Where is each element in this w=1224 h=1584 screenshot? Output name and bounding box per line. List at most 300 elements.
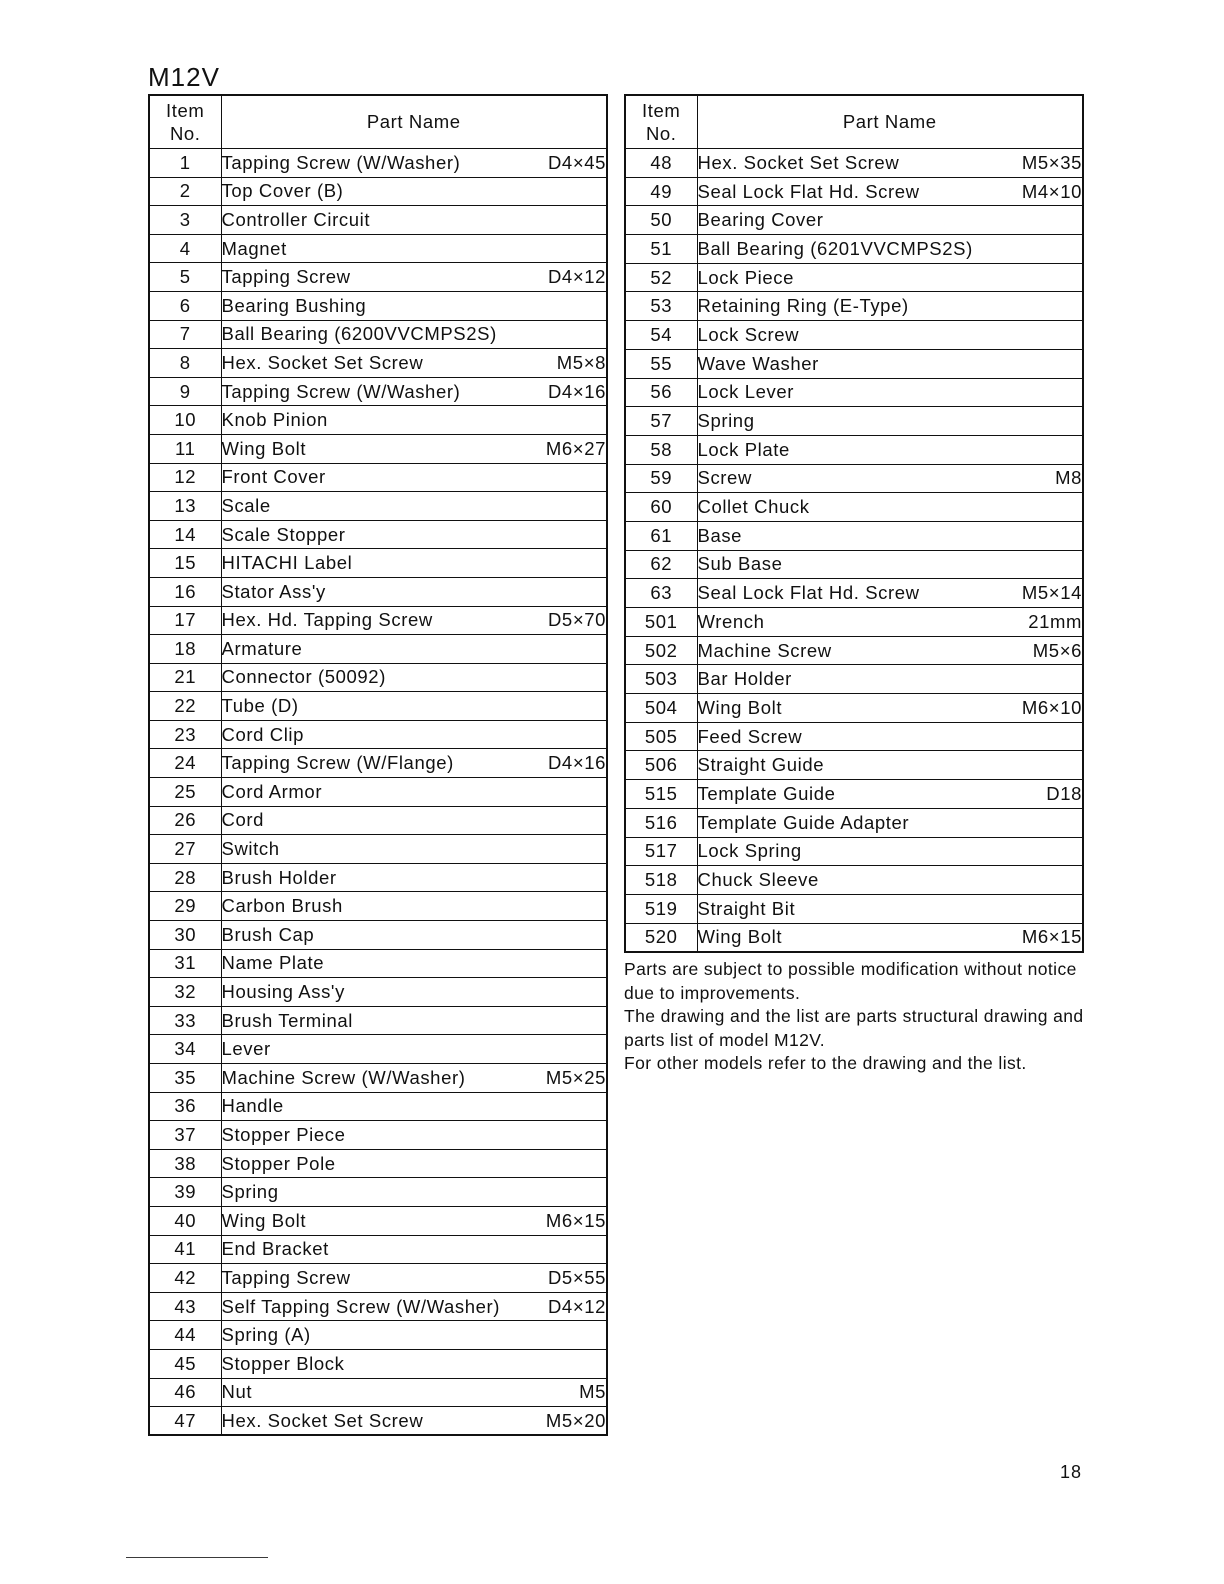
part-name: Seal Lock Flat Hd. Screw (697, 582, 920, 604)
part-name: Retaining Ring (E-Type) (697, 295, 909, 317)
part-size: M6×27 (545, 437, 606, 459)
table-row (625, 235, 1083, 264)
part-name: Hex. Hd. Tapping Screw (221, 609, 433, 631)
item-number: 44 (149, 1321, 221, 1350)
table-row (625, 177, 1083, 206)
part-name-cell (221, 921, 607, 950)
item-number: 55 (625, 349, 697, 378)
part-name: Magnet (221, 237, 287, 259)
part-name: Spring (697, 410, 755, 432)
table-row (625, 206, 1083, 235)
part-name-cell (697, 292, 1083, 321)
table-row (149, 234, 607, 263)
table-row (149, 1349, 607, 1378)
part-name-cell (221, 1064, 607, 1093)
table-row (625, 579, 1083, 608)
item-number: 7 (149, 320, 221, 349)
part-name-cell (697, 751, 1083, 780)
item-header-line2: No. (645, 123, 677, 144)
table-row (625, 694, 1083, 723)
part-size: M8 (1055, 467, 1082, 489)
part-name: Feed Screw (697, 725, 803, 747)
part-name-cell (221, 1121, 607, 1150)
part-name-cell (697, 521, 1083, 550)
part-name: Tapping Screw (W/Washer) (221, 380, 461, 402)
item-number: 506 (625, 751, 697, 780)
part-name: Armature (221, 637, 303, 659)
part-name: Controller Circuit (221, 208, 371, 230)
part-name: Name Plate (221, 952, 325, 974)
item-number: 62 (625, 550, 697, 579)
part-size: D5×70 (547, 609, 606, 631)
item-number: 38 (149, 1149, 221, 1178)
part-name: Scale (221, 494, 271, 516)
item-number: 31 (149, 949, 221, 978)
item-number: 516 (625, 808, 697, 837)
table-header-row (149, 95, 607, 149)
part-name-cell (221, 635, 607, 664)
table-row (149, 434, 607, 463)
part-name-cell (221, 778, 607, 807)
item-number: 56 (625, 378, 697, 407)
part-size: D4×16 (547, 380, 606, 402)
item-number: 17 (149, 606, 221, 635)
part-size: M4×10 (1021, 180, 1082, 202)
item-number: 30 (149, 921, 221, 950)
part-name-cell (221, 978, 607, 1007)
item-number: 520 (625, 923, 697, 952)
table-row (149, 1149, 607, 1178)
table-row (149, 377, 607, 406)
note-modification: Parts are subject to possible modification without notice due to improvements. (624, 959, 1077, 1003)
item-number: 502 (625, 636, 697, 665)
table-row (149, 177, 607, 206)
part-name: Carbon Brush (221, 895, 343, 917)
table-row (149, 892, 607, 921)
item-no-header (625, 95, 697, 149)
item-number: 49 (625, 177, 697, 206)
part-name: Stopper Piece (221, 1123, 346, 1145)
part-name-cell (221, 663, 607, 692)
table-row (149, 949, 607, 978)
part-name-cell (221, 863, 607, 892)
part-name-cell (697, 780, 1083, 809)
item-number: 48 (625, 149, 697, 178)
part-name: Lever (221, 1038, 271, 1060)
part-name-cell (221, 320, 607, 349)
part-name-cell (221, 892, 607, 921)
item-header-line1: Item (166, 100, 205, 121)
table-row (149, 978, 607, 1007)
part-name: Connector (50092) (221, 666, 386, 688)
part-size: D4×12 (547, 266, 606, 288)
item-number: 519 (625, 894, 697, 923)
item-header-line1: Item (642, 100, 681, 121)
part-name: Bearing Cover (697, 209, 824, 231)
table-row (149, 149, 607, 178)
item-number: 2 (149, 177, 221, 206)
table-row (625, 665, 1083, 694)
table-header-row (625, 95, 1083, 149)
part-size: M5×35 (1021, 151, 1082, 173)
part-name: Tube (D) (221, 695, 299, 717)
part-name: Stopper Pole (221, 1152, 336, 1174)
item-number: 59 (625, 464, 697, 493)
item-number: 54 (625, 321, 697, 350)
part-name: HITACHI Label (221, 552, 353, 574)
part-name-cell (697, 493, 1083, 522)
part-name-cell (697, 263, 1083, 292)
table-row (625, 435, 1083, 464)
table-row (625, 149, 1083, 178)
part-name: Machine Screw (W/Washer) (221, 1066, 466, 1088)
table-row (149, 921, 607, 950)
item-number: 39 (149, 1178, 221, 1207)
item-number: 53 (625, 292, 697, 321)
part-name: Collet Chuck (697, 496, 810, 518)
part-name: Hex. Socket Set Screw (221, 1409, 424, 1431)
part-name: Tapping Screw (221, 1266, 351, 1288)
part-name-cell (697, 206, 1083, 235)
part-size: M6×15 (1021, 926, 1082, 948)
part-size: M5×25 (545, 1066, 606, 1088)
item-number: 23 (149, 720, 221, 749)
bottom-rule (126, 1557, 268, 1558)
part-name-cell (221, 1264, 607, 1293)
table-row (149, 692, 607, 721)
item-number: 13 (149, 492, 221, 521)
part-name-cell (221, 149, 607, 178)
part-name-cell (221, 1149, 607, 1178)
table-row (625, 923, 1083, 952)
part-name-cell (697, 579, 1083, 608)
parts-table-left (148, 94, 608, 1436)
parts-table-left-body (149, 149, 607, 1436)
item-number: 57 (625, 407, 697, 436)
item-number: 9 (149, 377, 221, 406)
part-name: Brush Terminal (221, 1009, 353, 1031)
part-name-cell (697, 923, 1083, 952)
table-row (149, 320, 607, 349)
item-number: 16 (149, 577, 221, 606)
table-row (625, 866, 1083, 895)
item-number: 37 (149, 1121, 221, 1150)
part-size: 21mm (1028, 610, 1082, 632)
item-number: 4 (149, 234, 221, 263)
table-row (149, 749, 607, 778)
table-row (625, 407, 1083, 436)
item-number: 42 (149, 1264, 221, 1293)
item-number: 1 (149, 149, 221, 178)
part-name: Handle (221, 1095, 284, 1117)
part-name: Wing Bolt (697, 696, 783, 718)
part-name-cell (697, 837, 1083, 866)
part-name-cell (221, 291, 607, 320)
part-name: Lock Plate (697, 438, 790, 460)
part-name-cell (221, 692, 607, 721)
part-name: Chuck Sleeve (697, 869, 819, 891)
table-row (625, 321, 1083, 350)
part-name: End Bracket (221, 1238, 329, 1260)
part-name: Brush Cap (221, 923, 315, 945)
part-name: Stator Ass'y (221, 580, 326, 602)
item-number: 6 (149, 291, 221, 320)
item-number: 40 (149, 1206, 221, 1235)
part-name-cell (697, 636, 1083, 665)
part-name-cell (697, 149, 1083, 178)
part-size: M5 (579, 1381, 606, 1403)
part-name-cell (697, 894, 1083, 923)
part-name-cell (221, 806, 607, 835)
item-number: 11 (149, 434, 221, 463)
parts-table-right-body (625, 149, 1083, 952)
part-name-cell (221, 463, 607, 492)
item-number: 22 (149, 692, 221, 721)
part-name: Knob Pinion (221, 409, 328, 431)
item-number: 60 (625, 493, 697, 522)
part-name: Lock Piece (697, 266, 794, 288)
part-name: Lock Spring (697, 840, 802, 862)
item-number: 504 (625, 694, 697, 723)
table-row (149, 1206, 607, 1235)
part-name-cell (221, 949, 607, 978)
table-row (149, 406, 607, 435)
item-number: 29 (149, 892, 221, 921)
part-name: Hex. Socket Set Screw (221, 351, 424, 373)
part-name-cell (221, 1407, 607, 1436)
item-number: 58 (625, 435, 697, 464)
item-no-header (149, 95, 221, 149)
part-name: Bearing Bushing (221, 294, 367, 316)
table-row (149, 1378, 607, 1407)
notes (624, 958, 1094, 1076)
item-number: 517 (625, 837, 697, 866)
item-number: 21 (149, 663, 221, 692)
item-number: 36 (149, 1092, 221, 1121)
part-name-cell (697, 866, 1083, 895)
part-name-cell (697, 321, 1083, 350)
part-name: Wave Washer (697, 352, 819, 374)
part-name-cell (697, 407, 1083, 436)
item-number: 43 (149, 1292, 221, 1321)
part-name: Top Cover (B) (221, 180, 344, 202)
part-size: M6×15 (545, 1209, 606, 1231)
table-row (149, 263, 607, 292)
part-name-cell (221, 1035, 607, 1064)
item-number: 47 (149, 1407, 221, 1436)
part-name-cell (221, 1006, 607, 1035)
part-name-cell (221, 1092, 607, 1121)
part-name-cell (221, 492, 607, 521)
part-name: Sub Base (697, 553, 783, 575)
table-row (149, 1407, 607, 1436)
item-header-line2: No. (169, 123, 201, 144)
table-row (625, 837, 1083, 866)
table-row (149, 291, 607, 320)
part-name-cell (697, 665, 1083, 694)
part-size: M6×10 (1021, 696, 1082, 718)
part-name-cell (221, 1349, 607, 1378)
part-name: Wing Bolt (221, 1209, 307, 1231)
part-name: Cord (221, 809, 264, 831)
part-name-cell (697, 235, 1083, 264)
table-row (625, 780, 1083, 809)
item-number: 61 (625, 521, 697, 550)
part-name-cell (221, 177, 607, 206)
item-number: 33 (149, 1006, 221, 1035)
part-name-cell (221, 263, 607, 292)
table-row (625, 378, 1083, 407)
part-name: Switch (221, 838, 280, 860)
item-number: 50 (625, 206, 697, 235)
parts-table-right (624, 94, 1084, 953)
table-row (625, 722, 1083, 751)
table-row (625, 493, 1083, 522)
part-size: M5×20 (545, 1409, 606, 1431)
part-name: Stopper Block (221, 1352, 345, 1374)
table-row (625, 263, 1083, 292)
part-name-header: Part Name (697, 95, 1083, 149)
part-name: Straight Guide (697, 754, 825, 776)
part-name: Screw (697, 467, 752, 489)
part-name-cell (697, 177, 1083, 206)
item-number: 518 (625, 866, 697, 895)
part-name-cell (221, 1321, 607, 1350)
item-number: 26 (149, 806, 221, 835)
item-number: 52 (625, 263, 697, 292)
table-row (625, 550, 1083, 579)
table-row (149, 863, 607, 892)
part-name-cell (221, 234, 607, 263)
part-name-cell (697, 608, 1083, 637)
part-name-cell (221, 749, 607, 778)
table-row (625, 608, 1083, 637)
part-size: M5×8 (556, 351, 606, 373)
part-name-cell (697, 808, 1083, 837)
part-name: Lock Lever (697, 381, 794, 403)
part-name-cell (221, 1292, 607, 1321)
item-number: 501 (625, 608, 697, 637)
part-name: Brush Holder (221, 866, 337, 888)
item-number: 25 (149, 778, 221, 807)
item-number: 503 (625, 665, 697, 694)
table-row (149, 1292, 607, 1321)
table-row (149, 1035, 607, 1064)
part-name-cell (221, 1235, 607, 1264)
part-name: Cord Clip (221, 723, 305, 745)
table-row (149, 1178, 607, 1207)
part-name-cell (221, 720, 607, 749)
item-number: 46 (149, 1378, 221, 1407)
item-number: 45 (149, 1349, 221, 1378)
part-name: Wing Bolt (697, 926, 783, 948)
table-row (625, 894, 1083, 923)
table-row (149, 577, 607, 606)
item-number: 63 (625, 579, 697, 608)
table-row (625, 464, 1083, 493)
item-number: 27 (149, 835, 221, 864)
part-name: Lock Screw (697, 323, 800, 345)
item-number: 32 (149, 978, 221, 1007)
part-name-cell (221, 434, 607, 463)
part-name: Straight Bit (697, 897, 796, 919)
item-number: 24 (149, 749, 221, 778)
part-name: Spring (221, 1181, 279, 1203)
part-name: Tapping Screw (W/Washer) (221, 151, 461, 173)
part-name-cell (697, 694, 1083, 723)
table-row (625, 808, 1083, 837)
part-name-cell (221, 406, 607, 435)
part-name-cell (697, 435, 1083, 464)
part-name: Bar Holder (697, 668, 792, 690)
table-row (625, 521, 1083, 550)
part-size: M5×6 (1032, 639, 1082, 661)
table-row (149, 835, 607, 864)
part-name: Cord Armor (221, 780, 323, 802)
table-row (625, 636, 1083, 665)
table-row (149, 663, 607, 692)
part-name-cell (221, 206, 607, 235)
part-name-cell (221, 606, 607, 635)
part-name: Tapping Screw (W/Flange) (221, 752, 454, 774)
part-size: M5×14 (1021, 582, 1082, 604)
part-name-cell (221, 835, 607, 864)
part-name-cell (221, 577, 607, 606)
part-name-cell (697, 378, 1083, 407)
part-size: D4×12 (547, 1295, 606, 1317)
table-row (149, 349, 607, 378)
table-row (149, 1235, 607, 1264)
note-other-models: For other models refer to the drawing and the list. (624, 1053, 1027, 1073)
item-number: 15 (149, 549, 221, 578)
item-number: 10 (149, 406, 221, 435)
table-row (149, 1064, 607, 1093)
table-row (149, 492, 607, 521)
part-name: Spring (A) (221, 1324, 311, 1346)
table-row (625, 349, 1083, 378)
part-name-cell (697, 349, 1083, 378)
part-name: Hex. Socket Set Screw (697, 151, 900, 173)
part-name: Wing Bolt (221, 437, 307, 459)
table-row (625, 292, 1083, 321)
part-name: Base (697, 524, 743, 546)
item-number: 3 (149, 206, 221, 235)
table-row (149, 1121, 607, 1150)
item-number: 12 (149, 463, 221, 492)
part-size: D4×16 (547, 752, 606, 774)
part-name-cell (221, 377, 607, 406)
item-number: 5 (149, 263, 221, 292)
part-name-cell (697, 464, 1083, 493)
part-size: D5×55 (547, 1266, 606, 1288)
table-row (149, 1092, 607, 1121)
note-structural-drawing: The drawing and the list are parts structural drawing and parts list of model M12V. (624, 1006, 1084, 1050)
table-row (625, 751, 1083, 780)
part-name: Ball Bearing (6200VVCMPS2S) (221, 323, 497, 345)
item-number: 505 (625, 722, 697, 751)
table-row (149, 549, 607, 578)
part-name: Ball Bearing (6201VVCMPS2S) (697, 237, 973, 259)
table-row (149, 1321, 607, 1350)
part-name-cell (221, 1378, 607, 1407)
table-row (149, 1264, 607, 1293)
part-name-cell (697, 722, 1083, 751)
table-row (149, 806, 607, 835)
part-name-cell (221, 349, 607, 378)
item-number: 34 (149, 1035, 221, 1064)
table-row (149, 1006, 607, 1035)
table-row (149, 635, 607, 664)
